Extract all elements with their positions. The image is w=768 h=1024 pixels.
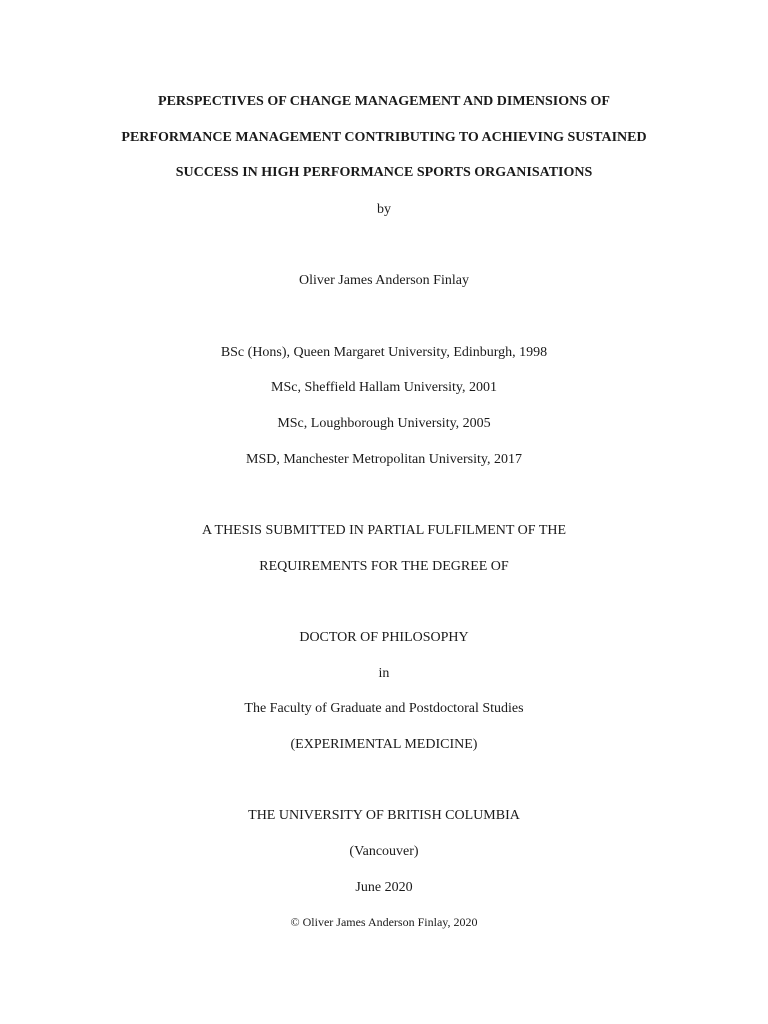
department-name: (EXPERIMENTAL MEDICINE) xyxy=(290,737,478,752)
degree-msc-sheffield: MSc, Sheffield Hallam University, 2001 xyxy=(271,380,497,395)
degree-msd: MSD, Manchester Metropolitan University, 2017 xyxy=(246,452,522,467)
by-label: by xyxy=(377,202,391,217)
submission-line-2: REQUIREMENTS FOR THE DEGREE OF xyxy=(259,559,509,574)
degree-name: DOCTOR OF PHILOSOPHY xyxy=(299,630,469,645)
thesis-title-line-1: PERSPECTIVES OF CHANGE MANAGEMENT AND DIMENSIONS OF xyxy=(158,94,610,109)
submission-date: June 2020 xyxy=(355,880,413,895)
submission-line-1: A THESIS SUBMITTED IN PARTIAL FULFILMENT OF THE xyxy=(201,523,567,538)
city-name: (Vancouver) xyxy=(349,844,419,859)
author-name: Oliver James Anderson Finlay xyxy=(299,273,469,288)
copyright-notice: © Oliver James Anderson Finlay, 2020 xyxy=(290,915,478,929)
university-name: THE UNIVERSITY OF BRITISH COLUMBIA xyxy=(248,808,520,823)
in-label: in xyxy=(378,666,390,681)
thesis-title-line-2: PERFORMANCE MANAGEMENT CONTRIBUTING TO ACHIEVING SUSTAINED xyxy=(121,130,647,145)
thesis-title-line-3: SUCCESS IN HIGH PERFORMANCE SPORTS ORGANISATIONS xyxy=(175,165,593,180)
degree-bsc: BSc (Hons), Queen Margaret University, Edinburgh, 1998 xyxy=(220,345,548,360)
faculty-name: The Faculty of Graduate and Postdoctoral Studies xyxy=(244,701,524,716)
degree-msc-loughborough: MSc, Loughborough University, 2005 xyxy=(277,416,491,431)
